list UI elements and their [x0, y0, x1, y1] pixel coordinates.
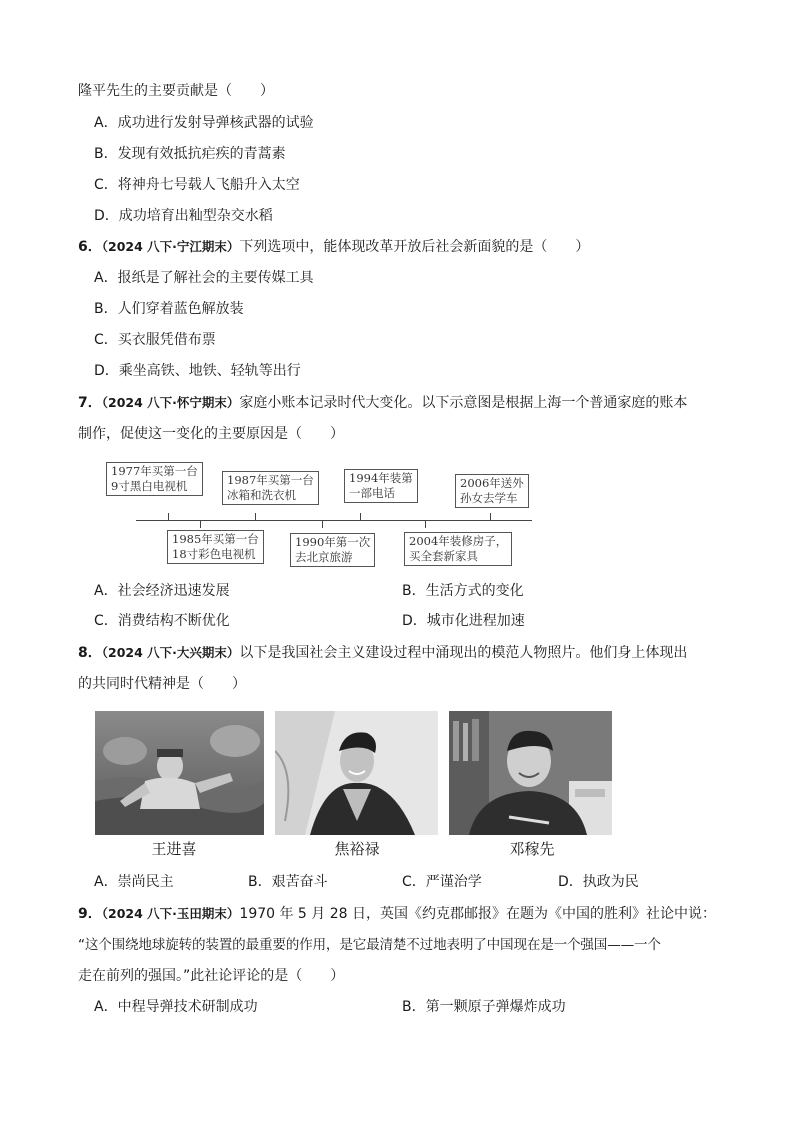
- timeline-text: 2006年送外: [460, 476, 524, 490]
- timeline-text: 冰箱和洗衣机: [227, 488, 296, 502]
- q7-stem-1: 家庭小账本记录时代大变化。以下示意图是根据上海一个普通家庭的账本: [239, 395, 688, 411]
- q8-source: （2024 八下·大兴期末）: [101, 645, 240, 660]
- q7-stem-line-2: 制作，促使这一变化的主要原因是（ ）: [78, 426, 344, 442]
- q6-source: （2024 八下·宁江期末）: [101, 239, 240, 254]
- timeline-text: 18寸彩色电视机: [172, 547, 256, 561]
- q9-stem-line-3: 走在前列的强国。”此社论评论的是（ ）: [78, 968, 345, 984]
- timeline-text: 1990年第一次: [295, 535, 371, 549]
- q5-option-a[interactable]: A．成功进行发射导弹核武器的试验: [94, 115, 314, 131]
- q9-stem-1: 1970 年 5 月 28 日，英国《约克郡邮报》在题为《中国的胜利》社论中说：: [239, 906, 717, 922]
- timeline-text: 1977年买第一台: [111, 464, 198, 478]
- timeline-text: 一部电话: [349, 486, 395, 500]
- timeline-tick: [425, 521, 426, 528]
- timeline-text: 去北京旅游: [295, 550, 353, 564]
- timeline-text: 买全套新家具: [409, 549, 478, 563]
- timeline-text: 孙女去学车: [460, 491, 518, 505]
- timeline-text: 1987年买第一台: [227, 473, 314, 487]
- caption-deng-jiaxian: 邓稼先: [509, 840, 555, 858]
- q9-stem-line-1: [78, 904, 716, 924]
- q9-number: 9．: [78, 906, 102, 922]
- q7-option-b[interactable]: B．生活方式的变化: [402, 583, 524, 599]
- q8-option-c[interactable]: C．严谨治学: [402, 874, 482, 890]
- q5-option-c[interactable]: C．将神舟七号载人飞船升入太空: [94, 177, 300, 193]
- q7-source: （2024 八下·怀宁期末）: [101, 395, 240, 410]
- q8-option-d[interactable]: D．执政为民: [558, 874, 639, 890]
- timeline-tick: [490, 513, 491, 520]
- timeline-event-1977: [106, 462, 203, 496]
- q7-option-d[interactable]: D．城市化进程加速: [402, 613, 525, 629]
- photo-jiao-yulu: [275, 711, 438, 835]
- q7-option-c[interactable]: C．消费结构不断优化: [94, 613, 230, 629]
- timeline-tick: [322, 521, 323, 528]
- q6-stem-line: [78, 237, 589, 257]
- q8-stem-line-2: 的共同时代精神是（ ）: [78, 676, 246, 692]
- timeline-text: 1994年装第: [349, 471, 413, 485]
- q7-number: 7．: [78, 395, 102, 411]
- timeline-event-1985: [167, 530, 264, 564]
- q9-option-a[interactable]: A．中程导弹技术研制成功: [94, 999, 258, 1015]
- q7-stem-line-1: [78, 393, 687, 413]
- q9-stem-line-2: “这个围绕地球旋转的装置的最重要的作用，是它最清楚不过地表明了中国现在是一个强国——一个: [78, 937, 661, 953]
- q9-source: （2024 八下·玉田期末）: [101, 906, 240, 921]
- timeline-tick: [200, 521, 201, 528]
- q8-option-b[interactable]: B．艰苦奋斗: [248, 874, 328, 890]
- q7-option-a[interactable]: A．社会经济迅速发展: [94, 583, 230, 599]
- q8-stem-line-1: [78, 643, 687, 663]
- caption-jiao-yulu: 焦裕禄: [334, 840, 380, 858]
- q6-option-b[interactable]: B．人们穿着蓝色解放装: [94, 301, 244, 317]
- q8-number: 8．: [78, 645, 102, 661]
- caption-wang-jinxi: 王进喜: [151, 840, 197, 858]
- q6-stem: 下列选项中，能体现改革开放后社会新面貌的是（ ）: [239, 239, 590, 255]
- q6-number: 6．: [78, 239, 102, 255]
- timeline-text: 2004年装修房子，: [409, 534, 508, 548]
- timeline-tick: [360, 513, 361, 520]
- q5-option-d[interactable]: D．成功培育出籼型杂交水稻: [94, 208, 273, 224]
- q9-option-b[interactable]: B．第一颗原子弹爆炸成功: [402, 999, 566, 1015]
- timeline-event-2006: [455, 474, 529, 508]
- q8-stem-1: 以下是我国社会主义建设过程中涌现出的模范人物照片。他们身上体现出: [239, 645, 688, 661]
- timeline-text: 1985年买第一台: [172, 532, 259, 546]
- q6-option-d[interactable]: D．乘坐高铁、地铁、轻轨等出行: [94, 363, 301, 379]
- q6-option-a[interactable]: A．报纸是了解社会的主要传媒工具: [94, 270, 314, 286]
- q5-option-b[interactable]: B．发现有效抵抗疟疾的青蒿素: [94, 146, 286, 162]
- timeline-text: 9寸黑白电视机: [111, 479, 188, 493]
- timeline-event-1994: [344, 469, 418, 503]
- timeline-event-1990: [290, 533, 375, 567]
- photo-wang-jinxi: [95, 711, 264, 835]
- timeline-tick: [168, 513, 169, 520]
- timeline-tick: [255, 513, 256, 520]
- photo-deng-jiaxian: [449, 711, 612, 835]
- timeline-event-2004: [404, 532, 512, 566]
- q8-option-a[interactable]: A．崇尚民主: [94, 874, 174, 890]
- q6-option-c[interactable]: C．买衣服凭借布票: [94, 332, 216, 348]
- q5-stem: 隆平先生的主要贡献是（ ）: [78, 83, 274, 99]
- timeline-axis: [136, 520, 532, 521]
- timeline-event-1987: [222, 471, 319, 505]
